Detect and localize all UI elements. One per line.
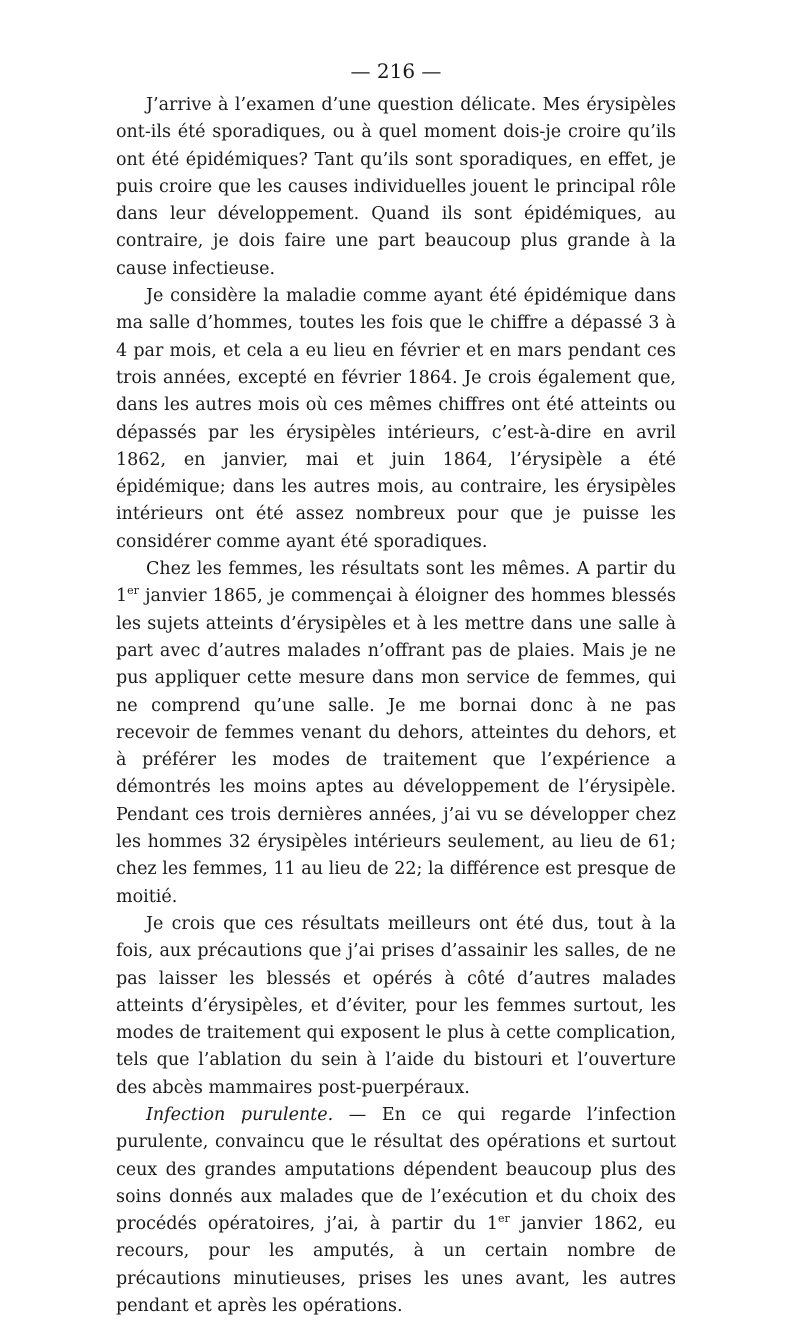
paragraph-women-results-start: Chez les femmes, les résultats sont les mêmes. A partir du 1 [116,559,676,607]
paragraph-precautions: Je crois que ces résultats meilleurs ont été dus, tout à la fois, aux précautions que j’ai prises d’assainir les salles, de ne pas laisser les blessés et opérés à côté d’autres malades atteints d’érysipèles, et d’éviter, pour les femmes surtout, les modes de traitement qui exposent le plus à cette complication, tels que l’ablation du sein à l’aide du bistouri et l’ouverture des abcès mammaires post-puerpéraux. [116,913,676,1098]
paragraph-infection-start: — En ce qui regarde l’infection purulente, convaincu que le résultat des opérations et surtout ceux des grandes amputations dépendent beaucoup plus des soins donnés aux malades que de l’exécution et du choix des procédés opératoires, j’ai, à partir du 1 [116,1104,676,1235]
document-page [116,58,676,1320]
paragraph-infection-purulente [116,1102,676,1320]
page-number: — 216 — [350,59,442,83]
paragraph-infection-rest: janvier 1862, eu recours, pour les amputés, à un certain nombre de précautions minutieuses, prises les unes avant, les autres pendant et après les opérations. [116,1214,677,1317]
paragraph-epidemic-months: Je considère la maladie comme ayant été épidémique dans ma salle d’hommes, toutes les fois que le chiffre a dépassé 3 à 4 par mois, et cela a eu lieu en février et en mars pendant ces trois années, excepté en février 1864. Je crois également que, dans les autres mois où ces mêmes chiffres ont été atteints ou dépassés par les érysipèles intérieurs, c’est-à-dire en avril 1862, en janvier, mai et juin 1864, l’érysipèle a été épidémique; dans les autres mois, au contraire, les érysipèles intérieurs ont été assez nombreux pour que je puisse les considérer comme ayant été sporadiques. [116,286,676,552]
paragraph-women-results-rest: janvier 1865, je commençai à éloigner des hommes blessés les sujets atteints d’érysipèles et à les mettre dans une salle à part avec d’autres malades n’offrant pas de plaies. Mais je ne pus appliquer cette mesure dans mon service de femmes, qui ne comprend qu’une salle. Je me bornai donc à ne pas recevoir de femmes venant du dehors, atteintes du dehors, et à préférer les modes de traitement que l’expérience a démontrés les moins aptes au développement de l’érysipèle. Pendant ces trois dernières années, j’ai vu se développer chez les hommes 32 érysipèles intérieurs seulement, au lieu de 61; chez les femmes, 11 au lieu de 22; la différence est presque de moitié. [116,586,676,907]
paragraph-women-results [116,556,676,911]
paragraph-erysipeles-question: J’arrive à l’examen d’une question délicate. Mes érysipèles ont-ils été sporadiques, ou à quel moment dois-je croire qu’ils ont été épidémiques? Tant qu’ils sont sporadiques, en effet, je puis croire que les causes individuelles jouent le principal rôle dans leur développement. Quand ils sont épidémiques, au contraire, je dois faire une part beaucoup plus grande à la cause infectieuse. [116,95,676,279]
section-title-infection-purulente: Infection purulente. [146,1104,334,1125]
ordinal-superscript: er [127,584,139,598]
ordinal-superscript: er [498,1212,510,1226]
